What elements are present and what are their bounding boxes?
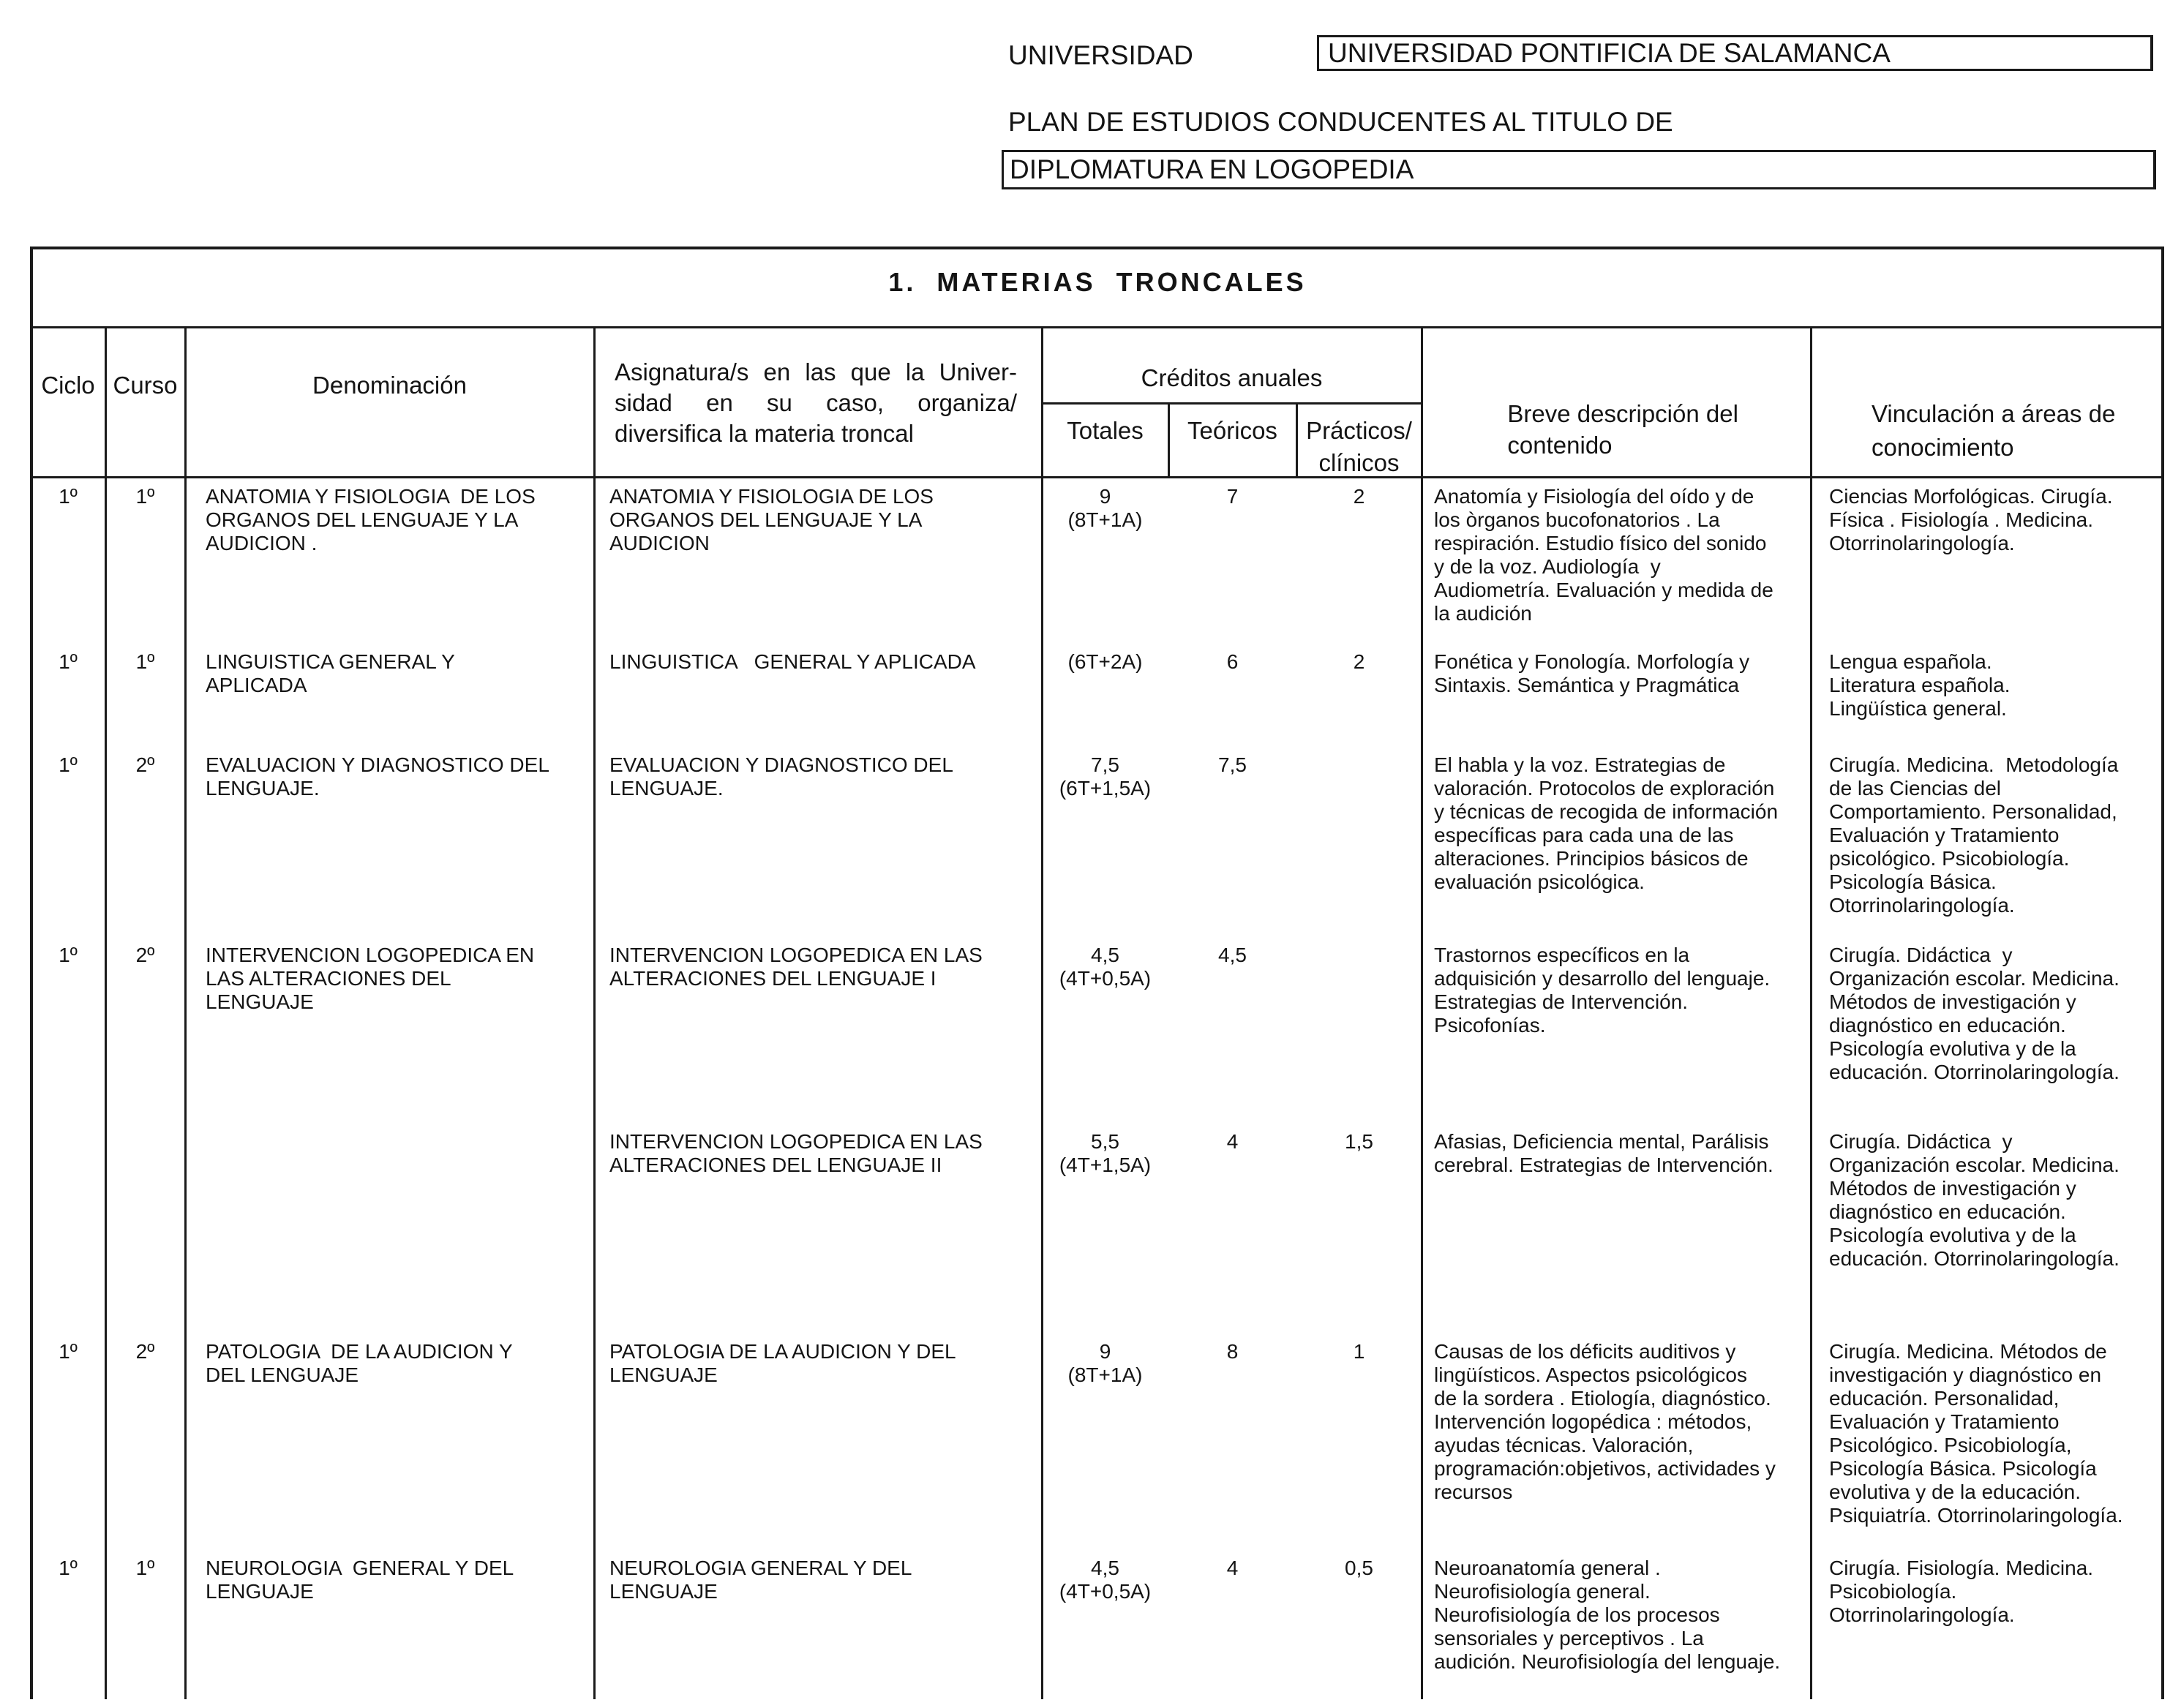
cell-curso: 2º [135, 753, 155, 776]
column-header-asignatura-line: sidad en su caso, organiza/ [615, 389, 1017, 416]
cell-asignatura: PATOLOGIA DE LA AUDICION Y DEL LENGUAJE [609, 1340, 956, 1386]
cell-totales: 9 (8T+1A) [1067, 1340, 1143, 1386]
column-rule-asignatura-creditos [1041, 326, 1043, 1699]
cell-breve-descripcion: Anatomía y Fisiología del oído y de los òrganos bucofonatorios . La respiración. Estudio físico del sonido y de la voz. Audiología y Audiometría. Evaluación y medida de la audición [1434, 485, 1773, 625]
cell-vinculacion: Cirugía. Didáctica y Organización escolar. Medicina. Métodos de investigación y diagnóstico en educación. Psicología evolutiva y de la educación. Otorrinolaringología. [1829, 944, 2120, 1083]
cell-curso: 2º [135, 1340, 155, 1363]
cell-vinculacion: Cirugía. Didáctica y Organización escolar. Medicina. Métodos de investigación y diagnóstico en educación. Psicología evolutiva y de la educación. Otorrinolaringología. [1829, 1130, 2120, 1270]
cell-ciclo: 1º [59, 753, 78, 776]
table-title-bottom-rule [30, 326, 2164, 328]
column-header-denominacion: Denominación [312, 372, 467, 399]
cell-curso: 2º [135, 944, 155, 966]
cell-teoricos: 6 [1226, 650, 1239, 673]
column-rule-breve-vinculacion [1810, 326, 1812, 1699]
cell-totales: 4,5 (4T+0,5A) [1059, 1557, 1152, 1603]
cell-vinculacion: Cirugía. Fisiología. Medicina. Psicobiología. Otorrinolaringología. [1829, 1557, 2094, 1626]
column-rule-ciclo-curso [105, 326, 107, 1699]
cell-teoricos: 4 [1226, 1130, 1239, 1153]
cell-ciclo: 1º [59, 650, 78, 673]
cell-totales: 7,5 (6T+1,5A) [1059, 753, 1152, 800]
cell-totales: 9 (8T+1A) [1067, 485, 1143, 531]
cell-breve-descripcion: Causas de los déficits auditivos y lingüísticos. Aspectos psicológicos de la sordera . Etiología, diagnóstico. Intervención logopédica : métodos, ayudas técnicas. Valoración, programación:objetivos, actividades y recursos [1434, 1340, 1776, 1503]
cell-teoricos: 8 [1226, 1340, 1239, 1363]
cell-denominacion: PATOLOGIA DE LA AUDICION Y DEL LENGUAJE [206, 1340, 513, 1386]
creditos-subheader-rule [1041, 402, 1422, 405]
cell-vinculacion: Lengua española. Literatura española. Lingüística general. [1829, 650, 2011, 720]
table-top-rule [30, 247, 2164, 249]
cell-ciclo: 1º [59, 1557, 78, 1579]
universidad-value-field: UNIVERSIDAD PONTIFICIA DE SALAMANCA [1317, 35, 2153, 71]
cell-vinculacion: Cirugía. Medicina. Metodología de las Ciencias del Comportamiento. Personalidad, Evaluación y Tratamiento psicológico. Psicobiología. Psicología Básica. Otorrinolaringología. [1829, 753, 2119, 917]
cell-denominacion: INTERVENCION LOGOPEDICA EN LAS ALTERACIONES DEL LENGUAJE [206, 944, 535, 1013]
cell-ciclo: 1º [59, 1340, 78, 1363]
column-header-practicos: Prácticos/ clínicos [1306, 417, 1412, 476]
column-header-breve-descripcion [1422, 366, 1811, 461]
cell-denominacion: EVALUACION Y DIAGNOSTICO DEL LENGUAJE. [206, 753, 549, 800]
cell-teoricos: 7,5 [1218, 753, 1247, 776]
column-rule-curso-denominacion [184, 326, 187, 1699]
cell-totales: (6T+2A) [1067, 650, 1143, 673]
column-header-asignatura [615, 357, 1017, 449]
cell-asignatura: ANATOMIA Y FISIOLOGIA DE LOS ORGANOS DEL LENGUAJE Y LA AUDICION [609, 485, 934, 554]
table-header-bottom-rule [30, 476, 2164, 478]
cell-asignatura: INTERVENCION LOGOPEDICA EN LAS ALTERACIONES DEL LENGUAJE I [609, 944, 983, 990]
cell-totales: 4,5 (4T+0,5A) [1059, 944, 1152, 990]
table-title: 1. MATERIAS TRONCALES [888, 267, 1307, 297]
cell-curso: 1º [135, 650, 155, 673]
cell-denominacion: ANATOMIA Y FISIOLOGIA DE LOS ORGANOS DEL LENGUAJE Y LA AUDICION . [206, 485, 536, 554]
cell-practicos: 1,5 [1345, 1130, 1373, 1153]
column-rule-creditos-breve [1421, 326, 1423, 1699]
cell-breve-descripcion: Neuroanatomía general . Neurofisiología general. Neurofisiología de los procesos sensoriales y perceptivos . La audición. Neurofisiología del lenguaje. [1434, 1557, 1781, 1673]
cell-breve-descripcion: Afasias, Deficiencia mental, Parálisis cerebral. Estrategias de Intervención. [1434, 1130, 1773, 1176]
column-header-creditos-anuales: Créditos anuales [1141, 364, 1323, 391]
cell-practicos: 1 [1353, 1340, 1365, 1363]
cell-vinculacion: Cirugía. Medicina. Métodos de investigación y diagnóstico en educación. Personalidad, Evaluación y Tratamiento Psicológico. Psicobiología, Psicología Básica. Psicología evolutiva y de la educación. Psiquiatría. Otorrinolaringología. [1829, 1340, 2123, 1527]
cell-denominacion: LINGUISTICA GENERAL Y APLICADA [206, 650, 455, 696]
cell-practicos: 2 [1353, 650, 1365, 673]
cell-practicos: 2 [1353, 485, 1365, 508]
column-header-vinculacion-text: Vinculación a áreas de conocimiento [1872, 400, 2116, 461]
column-header-ciclo: Ciclo [41, 372, 95, 399]
column-header-curso: Curso [113, 372, 178, 399]
plan-label: PLAN DE ESTUDIOS CONDUCENTES AL TITULO DE [1008, 107, 1673, 137]
cell-asignatura: NEUROLOGIA GENERAL Y DEL LENGUAJE [609, 1557, 912, 1603]
cell-breve-descripcion: Fonética y Fonología. Morfología y Sintaxis. Semántica y Pragmática [1434, 650, 1750, 696]
plan-value-field: DIPLOMATURA EN LOGOPEDIA [1002, 150, 2156, 189]
cell-ciclo: 1º [59, 944, 78, 966]
cell-denominacion: NEUROLOGIA GENERAL Y DEL LENGUAJE [206, 1557, 514, 1603]
column-header-breve-descripcion-text: Breve descripción del contenido [1507, 400, 1738, 459]
cell-breve-descripcion: Trastornos específicos en la adquisición y desarrollo del lenguaje. Estrategias de Intervención. Psicofonías. [1434, 944, 1771, 1037]
cell-curso: 1º [135, 485, 155, 508]
column-header-teoricos: Teóricos [1187, 417, 1277, 444]
cell-teoricos: 4 [1226, 1557, 1239, 1579]
cell-totales: 5,5 (4T+1,5A) [1059, 1130, 1152, 1176]
cell-practicos: 0,5 [1345, 1557, 1373, 1579]
cell-curso: 1º [135, 1557, 155, 1579]
cell-teoricos: 7 [1226, 485, 1239, 508]
cell-asignatura: LINGUISTICA GENERAL Y APLICADA [609, 650, 976, 673]
table-left-border [30, 247, 33, 1699]
column-header-asignatura-line: Asignatura/s en las que la Univer- [615, 358, 1017, 385]
column-header-vinculacion [1811, 364, 2163, 464]
universidad-label: UNIVERSIDAD [1008, 40, 1193, 70]
column-rule-denominacion-asignatura [593, 326, 596, 1699]
cell-ciclo: 1º [59, 485, 78, 508]
cell-breve-descripcion: El habla y la voz. Estrategias de valoración. Protocolos de exploración y técnicas de recogida de información específicas para cada una de las alteraciones. Principios básicos de evaluación psicológica. [1434, 753, 1779, 893]
cell-asignatura: EVALUACION Y DIAGNOSTICO DEL LENGUAJE. [609, 753, 953, 800]
cell-vinculacion: Ciencias Morfológicas. Cirugía. Física . Fisiología . Medicina. Otorrinolaringología. [1829, 485, 2113, 554]
column-header-totales: Totales [1067, 417, 1144, 444]
column-header-asignatura-line: diversifica la materia troncal [615, 420, 914, 447]
cell-asignatura: INTERVENCION LOGOPEDICA EN LAS ALTERACIONES DEL LENGUAJE II [609, 1130, 983, 1176]
cell-teoricos: 4,5 [1218, 944, 1247, 966]
